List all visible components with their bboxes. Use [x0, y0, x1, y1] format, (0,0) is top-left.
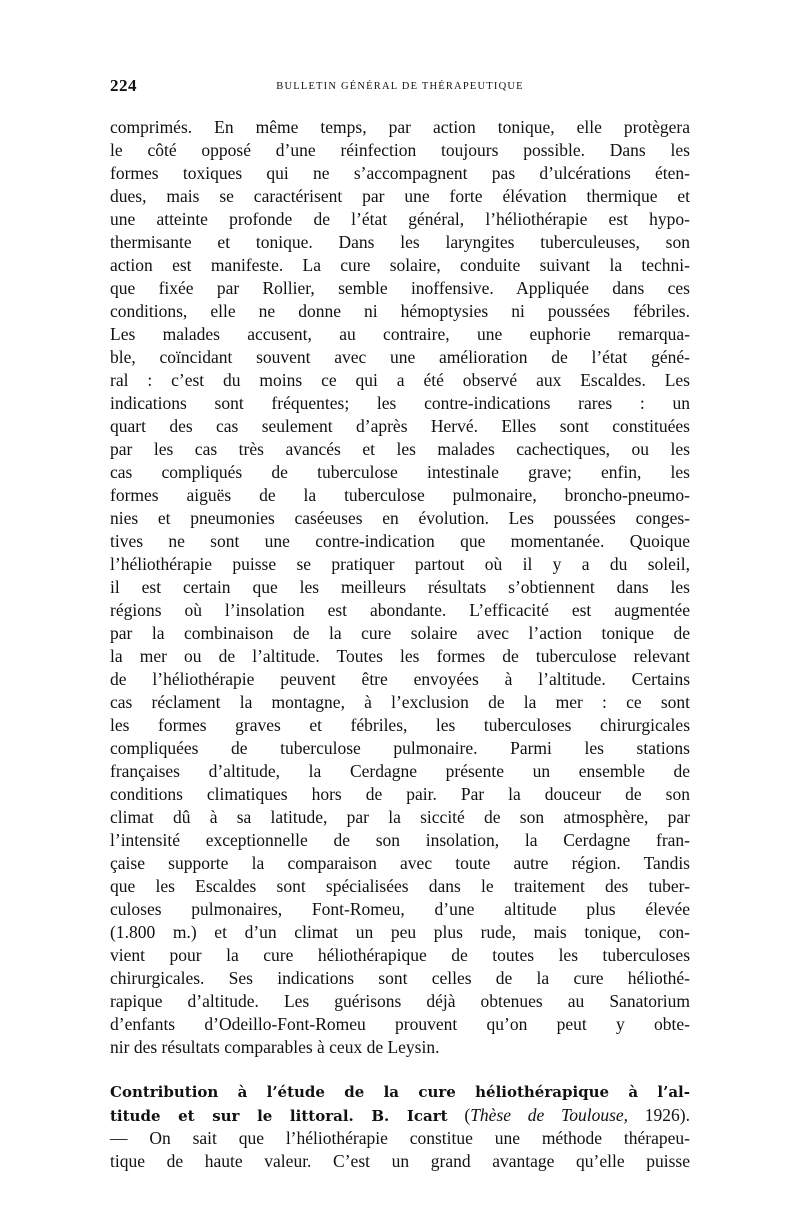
text-line: (1.800 m.) et d’un climat un peu plus rude, mais tonique, con- — [110, 922, 690, 942]
text-line: Les malades accusent, au contraire, une euphorie remarqua- — [110, 324, 690, 344]
citation-open: ( — [447, 1105, 471, 1125]
text-line: nir des résultats comparables à ceux de Leysin. — [110, 1037, 440, 1057]
text-line: l’intensité exceptionnelle de son insolation, la Cerdagne fran- — [110, 830, 690, 850]
text-line: de l’héliothérapie peuvent être envoyées à l’altitude. Certains — [110, 669, 690, 689]
text-line: culoses pulmonaires, Font-Romeu, d’une altitude plus élevée — [110, 899, 690, 919]
text-line: quart des cas seulement d’après Hervé. Elles sont constituées — [110, 416, 690, 436]
abstract-title-citation — [110, 1104, 690, 1127]
text-line: dues, mais se caractérisent par une forte élévation thermique et — [110, 186, 690, 206]
text-line: tique de haute valeur. C’est un grand avantage qu’elle puisse — [110, 1151, 690, 1171]
text-line: l’héliothérapie puisse se pratiquer partout où il y a du soleil, — [110, 554, 690, 574]
text-line: formes aiguës de la tuberculose pulmonaire, broncho-pneumo- — [110, 485, 690, 505]
text-line: d’enfants d’Odeillo-Font-Romeu prouvent qu’on peut y obte- — [110, 1014, 690, 1034]
citation-source: Thèse de Toulouse, — [470, 1105, 629, 1125]
text-line: une atteinte profonde de l’état général, l’héliothérapie est hypo- — [110, 209, 690, 229]
text-line: conditions climatiques hors de pair. Par la douceur de son — [110, 784, 690, 804]
text-line: tives ne sont une contre-indication que momentanée. Quoique — [110, 531, 690, 551]
text-line: il est certain que les meilleurs résultats s’obtiennent dans les — [110, 577, 690, 597]
text-line: çaise supporte la comparaison avec toute autre région. Tandis — [110, 853, 690, 873]
page-number: 224 — [110, 76, 137, 95]
text-line: régions où l’insolation est abondante. L’efficacité est augmentée — [110, 600, 690, 620]
text-line: indications sont fréquentes; les contre-indications rares : un — [110, 393, 690, 413]
text-line: action est manifeste. La cure solaire, conduite suivant la techni- — [110, 255, 690, 275]
text-line: thermisante et tonique. Dans les laryngites tuberculeuses, son — [110, 232, 690, 252]
running-title: BULLETIN GÉNÉRAL DE THÉRAPEUTIQUE — [276, 81, 524, 92]
text-line: climat dû à sa latitude, par la siccité de son atmosphère, par — [110, 807, 690, 827]
text-line: françaises d’altitude, la Cerdagne présente un ensemble de — [110, 761, 690, 781]
text-line: comprimés. En même temps, par action tonique, elle protègera — [110, 117, 690, 137]
text-line: nies et pneumonies caséeuses en évolution. Les poussées conges- — [110, 508, 690, 528]
page-header — [110, 76, 690, 100]
paragraph-heliotherapy — [110, 116, 690, 1059]
text-line: que fixée par Rollier, semble inoffensive. Appliquée dans ces — [110, 278, 690, 298]
text-line: compliquées de tuberculose pulmonaire. Parmi les stations — [110, 738, 690, 758]
text-line: rapique d’altitude. Les guérisons déjà obtenues au Sanatorium — [110, 991, 690, 1011]
text-line: par les cas très avancés et les malades cachectiques, ou les — [110, 439, 690, 459]
citation-year: 1926). — [628, 1105, 691, 1125]
text-line: cas compliqués de tuberculose intestinale grave; enfin, les — [110, 462, 690, 482]
abstract-title-author: titude et sur le littoral. B. Icart — [110, 1107, 448, 1125]
text-line: le côté opposé d’une réinfection toujours possible. Dans les — [110, 140, 690, 160]
text-line: vient pour la cure héliothérapique de toutes les tuberculoses — [110, 945, 690, 965]
paragraph-spacer — [110, 1059, 690, 1081]
paragraph-icart-abstract — [110, 1081, 690, 1173]
text-line: les formes graves et fébriles, les tuberculoses chirurgicales — [110, 715, 690, 735]
text-line: ble, coïncidant souvent avec une amélioration de l’état géné- — [110, 347, 690, 367]
abstract-title: Contribution à l’étude de la cure héliothérapique à l’al- — [110, 1083, 690, 1101]
text-line: cas réclament la montagne, à l’exclusion de la mer : ce sont — [110, 692, 690, 712]
text-line: la mer ou de l’altitude. Toutes les formes de tuberculose relevant — [110, 646, 690, 666]
body-text — [110, 116, 690, 1173]
text-line: que les Escaldes sont spécialisées dans le traitement des tuber- — [110, 876, 690, 896]
text-line: par la combinaison de la cure solaire avec l’action tonique de — [110, 623, 690, 643]
text-line: chirurgicales. Ses indications sont celles de la cure héliothé- — [110, 968, 690, 988]
text-line: ral : c’est du moins ce qui a été observé aux Escaldes. Les — [110, 370, 690, 390]
text-line: conditions, elle ne donne ni hémoptysies ni poussées fébriles. — [110, 301, 690, 321]
text-line: formes toxiques qui ne s’accompagnent pas d’ulcérations éten- — [110, 163, 690, 183]
text-line: — On sait que l’héliothérapie constitue une méthode thérapeu- — [110, 1128, 690, 1148]
